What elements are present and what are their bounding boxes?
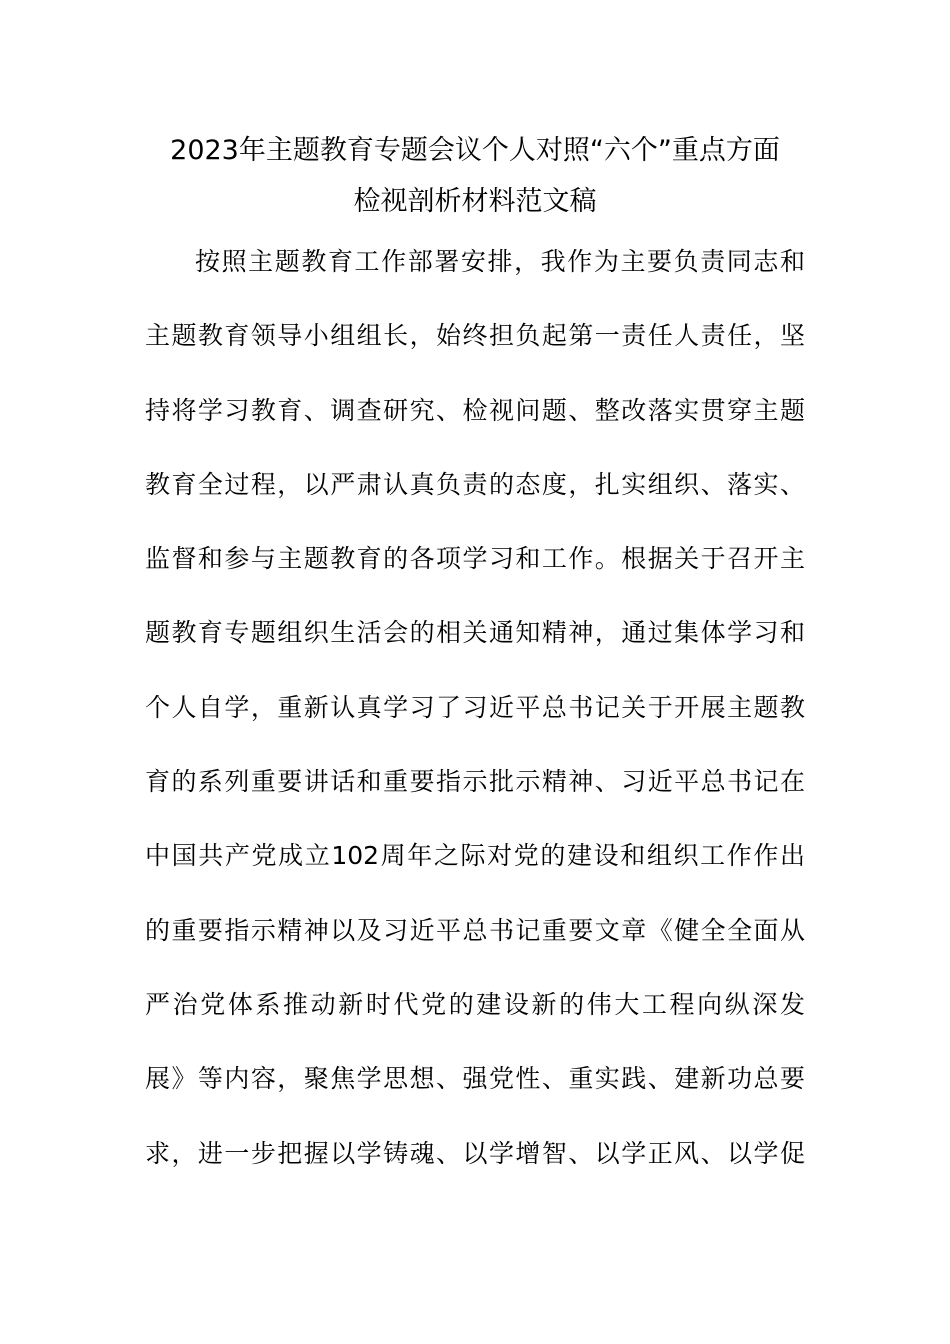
body-line-6: 题教育专题组织生活会的相关通知精神，通过集体学习和: [145, 618, 805, 648]
body-line-8: 育的系列重要讲话和重要指示批示精神、习近平总书记在: [145, 767, 805, 797]
body-line-4: 教育全过程，以严肃认真负责的态度，扎实组织、落实、: [145, 469, 805, 499]
body-line-13: 求，进一步把握以学铸魂、以学增智、以学正风、以学促: [145, 1138, 805, 1168]
body-line-3: 持将学习教育、调查研究、检视问题、整改落实贯穿主题: [145, 395, 805, 425]
document-title-line-2: 检视剖析材料范文稿: [353, 186, 597, 217]
body-line-5: 监督和参与主题教育的各项学习和工作。根据关于召开主: [145, 544, 805, 574]
body-line-12: 展》等内容，聚焦学思想、强党性、重实践、建新功总要: [145, 1064, 805, 1094]
body-line-10: 的重要指示精神以及习近平总书记重要文章《健全全面从: [145, 915, 805, 945]
body-line-1: 按照主题教育工作部署安排，我作为主要负责同志和: [195, 247, 805, 276]
body-line-9: 中国共产党成立102周年之际对党的建设和组织工作作出: [145, 841, 805, 871]
body-line-7: 个人自学，重新认真学习了习近平总书记关于开展主题教: [145, 692, 805, 722]
body-line-2: 主题教育领导小组组长，始终担负起第一责任人责任，坚: [145, 321, 805, 351]
body-paragraph: [145, 242, 805, 1208]
document-title-line-1: 2023年主题教育专题会议个人对照“六个”重点方面: [170, 135, 780, 166]
body-line-11: 严治党体系推动新时代党的建设新的伟大工程向纵深发: [145, 989, 805, 1019]
